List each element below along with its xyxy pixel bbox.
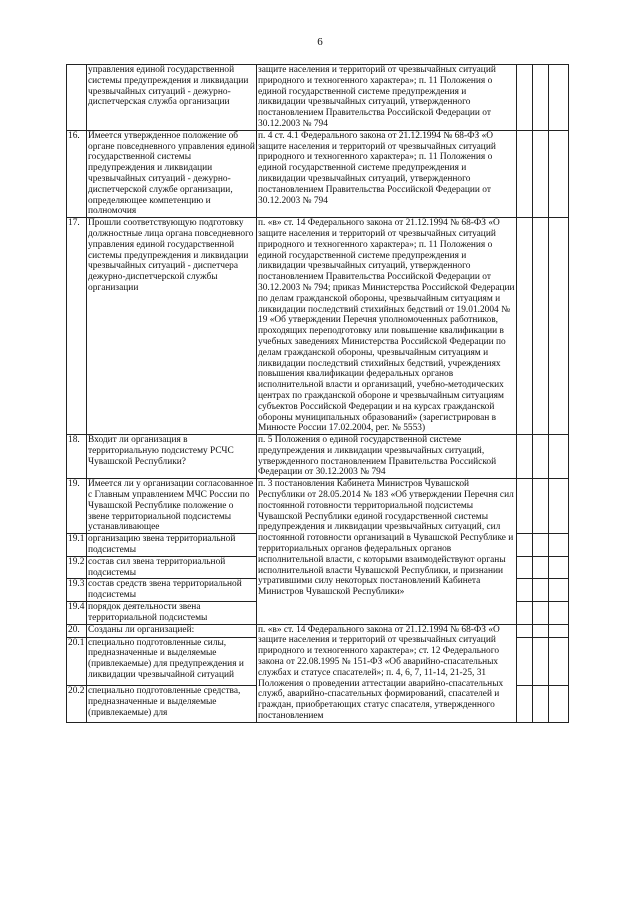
inspection-checklist-table xyxy=(66,64,569,723)
requirement-text: специально подготовленные силы, предназначенные и выделяемые (привлекаемые) для предупреждения и ликвидации чрезвычайной ситуаций xyxy=(87,637,257,686)
answer-na-cell xyxy=(549,130,569,217)
answer-no-cell xyxy=(533,556,549,579)
table-row xyxy=(67,435,569,479)
answer-no-cell xyxy=(533,479,549,534)
row-number: 17. xyxy=(67,218,87,435)
answer-yes-cell xyxy=(517,65,533,131)
answer-yes-cell xyxy=(517,435,533,479)
answer-na-cell xyxy=(549,534,569,557)
answer-no-cell xyxy=(533,534,549,557)
requirement-text: Созданы ли организацией: xyxy=(87,624,257,637)
answer-no-cell xyxy=(533,624,549,637)
legal-reference: п. «в» ст. 14 Федерального закона от 21.12.1994 № 68-ФЗ «О защите населения и территорий от чрезвычайных ситуаций природного и техногенного характера»; ст. 12 Федерального закона от 22.08.1995 № 151-ФЗ «Об аварийно-спасательных службах и статусе спасателей»; п. 4, 6, 7, 11-14, 21-25, 31 Положения о проведении аттестации аварийно-спасательных служб, аварийно-спасательных формирований, спасателей и граждан, приобретающих статус спасателя, утвержденного постановлением xyxy=(257,624,517,722)
answer-yes-cell xyxy=(517,218,533,435)
answer-na-cell xyxy=(549,435,569,479)
row-number: 20.2 xyxy=(67,686,87,723)
answer-yes-cell xyxy=(517,556,533,579)
requirement-text: Имеется утвержденное положение об органе повседневного управления единой государственной системы предупреждения и ликвидации чрезвычайных ситуаций - дежурно-диспетчерской службе организации, определяющее компетенцию и полномочия xyxy=(88,130,255,217)
row-number: 18. xyxy=(67,435,87,479)
answer-yes-cell xyxy=(517,686,533,723)
answer-na-cell xyxy=(549,65,569,131)
row-number: 19.3 xyxy=(67,579,87,602)
table-row xyxy=(67,218,569,435)
requirement-text: состав сил звена территориальной подсистемы xyxy=(87,556,257,579)
legal-reference: п. 4 ст. 4.1 Федерального закона от 21.12.1994 № 68-ФЗ «О защите населения и территорий от чрезвычайных ситуаций природного и техногенного характера»; п. 11 Положения о единой государственной системе предупреждения и ликвидации чрезвычайных ситуаций, утвержденного постановлением Правительства Российской Федерации от 30.12.2003 № 794 xyxy=(257,130,517,217)
answer-no-cell xyxy=(533,130,549,217)
legal-reference: п. «в» ст. 14 Федерального закона от 21.12.1994 № 68-ФЗ «О защите населения и территорий от чрезвычайных ситуаций природного и техногенного характера»; п. 11 Положения о единой государственной системе предупреждения и ликвидации чрезвычайных ситуаций, утвержденного постановлением Правительства Российской Федерации от 30.12.2003 № 794; приказ Министерства Российской Федерации по делам гражданской обороны, чрезвычайным ситуациям и ликвидации последствий стихийных бедствий от 19.01.2004 № 19 «Об утверждении Перечня уполномоченных работников, проходящих переподготовку или повышение квалификации в учебных заведениях Министерства Российской Федерации по делам гражданской обороны, чрезвычайным ситуациям и ликвидации последствий стихийных бедствий, учреждениях повышения квалификации федеральных органов исполнительной власти и организаций, учебно-методических центрах по гражданской обороне и чрезвычайным ситуациям субъектов Российской Федерации и на курсах гражданской обороны муниципальных образований» (зарегистрирован в Минюсте России 17.02.2004, рег. № 5553) xyxy=(258,218,515,434)
answer-na-cell xyxy=(549,479,569,534)
requirement-text: Прошли соответствующую подготовку должностные лица органа повседневного управления единой государственной системы предупреждения и ликвидации чрезвычайных ситуаций - диспетчера дежурно-диспетчерской службы организации xyxy=(87,218,257,435)
table-row xyxy=(67,65,569,131)
answer-no-cell xyxy=(533,579,549,602)
answer-no-cell xyxy=(533,686,549,723)
table-row xyxy=(67,130,569,217)
answer-no-cell xyxy=(533,602,549,625)
answer-yes-cell xyxy=(517,602,533,625)
requirement-text: состав средств звена территориальной подсистемы xyxy=(87,579,257,602)
legal-reference: защите населения и территорий от чрезвычайных ситуаций природного и техногенного характера»; п. 11 Положения о единой государственной системе предупреждения и ликвидации чрезвычайных ситуаций, утвержденного постановлением Правительства Российской Федерации от 30.12.2003 № 794 xyxy=(257,65,517,131)
answer-yes-cell xyxy=(517,579,533,602)
answer-yes-cell xyxy=(517,479,533,534)
row-number: 20. xyxy=(67,624,87,637)
legal-reference: п. 5 Положения о единой государственной системе предупреждения и ликвидации чрезвычайных ситуаций, утвержденного постановлением Правительства Российской Федерации от 30.12.2003 № 794 xyxy=(257,435,517,479)
page-number: 6 xyxy=(317,36,323,48)
legal-reference: п. 3 постановления Кабинета Министров Чувашской Республики от 28.05.2014 № 183 «Об утверждении Перечня сил постоянной готовности территориальной подсистемы Чувашской Республики единой государственной системы предупреждения и ликвидации чрезвычайных ситуаций, сил постоянной готовности организаций в Чувашской Республике и территориальных органов федеральных органов исполнительной власти, с которыми взаимодействуют органы исполнительной власти Чувашской Республики, и признании утратившими силу некоторых постановлений Кабинета Министров Чувашской Республики» xyxy=(257,479,517,624)
answer-yes-cell xyxy=(517,637,533,686)
row-number: 19. xyxy=(67,479,87,534)
row-number: 16. xyxy=(67,130,87,217)
answer-no-cell xyxy=(533,435,549,479)
requirement-text: специально подготовленные средства, предназначенные и выделяемые (привлекаемые) для xyxy=(87,686,257,723)
row-number xyxy=(67,65,87,131)
answer-na-cell xyxy=(549,218,569,435)
answer-no-cell xyxy=(533,65,549,131)
table-row xyxy=(67,624,569,637)
answer-na-cell xyxy=(549,686,569,723)
row-number: 19.4 xyxy=(67,602,87,625)
requirement-text: управления единой государственной системы предупреждения и ликвидации чрезвычайных ситуаций - дежурно-диспетчерская служба организации xyxy=(87,65,257,131)
requirement-text: организацию звена территориальной подсистемы xyxy=(87,534,257,557)
answer-yes-cell xyxy=(517,624,533,637)
answer-no-cell xyxy=(533,218,549,435)
requirement-text: Имеется ли у организации согласованное с Главным управлением МЧС России по Чувашской Республике положение о звене территориальной подсистемы устанавливающее xyxy=(87,479,257,534)
answer-yes-cell xyxy=(517,534,533,557)
answer-na-cell xyxy=(549,602,569,625)
requirement-text: Входит ли организация в территориальную подсистему РСЧС Чувашской Республики? xyxy=(87,435,257,479)
answer-na-cell xyxy=(549,624,569,637)
answer-na-cell xyxy=(549,637,569,686)
answer-yes-cell xyxy=(517,130,533,217)
row-number: 20.1 xyxy=(67,637,87,686)
row-number: 19.2 xyxy=(67,556,87,579)
row-number: 19.1 xyxy=(67,534,87,557)
answer-na-cell xyxy=(549,579,569,602)
table-row xyxy=(67,479,569,534)
answer-no-cell xyxy=(533,637,549,686)
answer-na-cell xyxy=(549,556,569,579)
requirement-text: порядок деятельности звена территориальной подсистемы xyxy=(87,602,257,625)
